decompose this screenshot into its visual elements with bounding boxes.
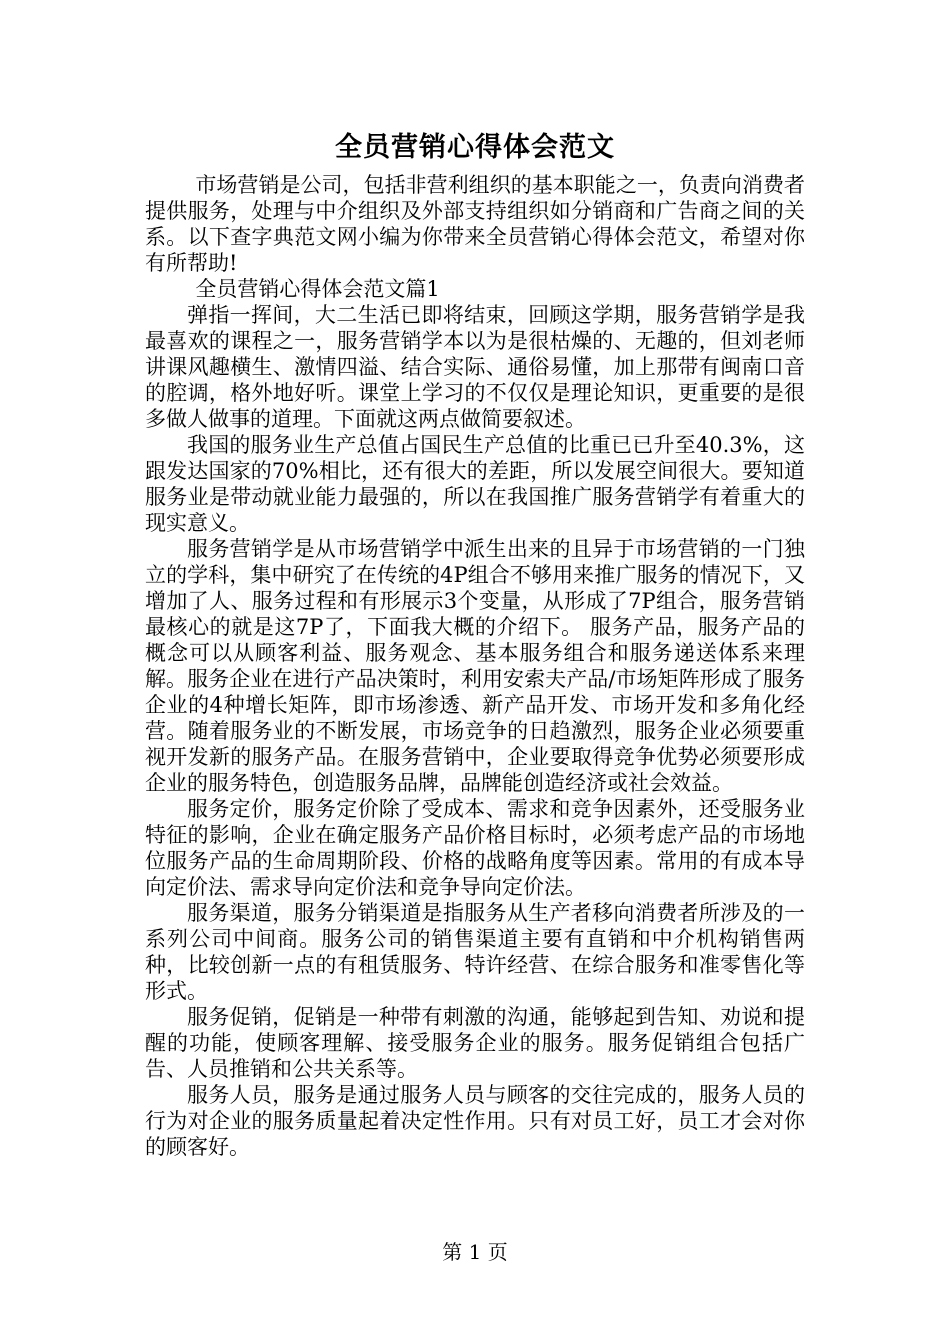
body-paragraph: 服务营销学是从市场营销学中派生出来的且异于市场营销的一门独立的学科，集中研究了在传统的4P组合不够用来推广服务的情况下，又增加了人、服务过程和有形展示3个变量，从形成了7P组合，服务营销最核心的就是这7P了，下面我大概的介绍下。 服务产品，服务产品的概念可以从顾客利益、服务观念、基本服务组合和服务递送体系来理解。服务企业在进行产品决策时，利用安索夫产品/市场矩阵形成了服务企业的4种增长矩阵，即市场渗透、新产品开发、市场开发和多角化经营。随着服务业的不断发展，市场竞争的日趋激烈，服务企业必须要重视开发新的服务产品。在服务营销中，企业要取得竞争优势必须要形成企业的服务特色，创造服务品牌，品牌能创造经济或社会效益。	[145, 537, 805, 795]
body-paragraph: 我国的服务业生产总值占国民生产总值的比重已已升至40.3%，这跟发达国家的70%相比，还有很大的差距，所以发展空间很大。要知道服务业是带动就业能力最强的，所以在我国推广服务营销学有着重大的现实意义。	[145, 433, 805, 535]
section-heading: 全员营销心得体会范文篇1	[195, 277, 440, 301]
intro-paragraph: 市场营销是公司，包括非营利组织的基本职能之一，负责向消费者提供服务，处理与中介组织及外部支持组织如分销商和广告商之间的关系。以下查字典范文网小编为你带来全员营销心得体会范文，希望对你有所帮助!	[145, 173, 805, 275]
body-paragraph: 服务渠道，服务分销渠道是指服务从生产者移向消费者所涉及的一系列公司中间商。服务公司的销售渠道主要有直销和中介机构销售两种，比较创新一点的有租赁服务、特许经营、在综合服务和准零售化等形式。	[145, 901, 805, 1003]
document-body	[145, 172, 805, 1160]
body-paragraph: 服务促销，促销是一种带有刺激的沟通，能够起到告知、劝说和提醒的功能，使顾客理解、接受服务企业的服务。服务促销组合包括广告、人员推销和公共关系等。	[145, 1005, 805, 1081]
body-paragraph: 弹指一挥间，大二生活已即将结束，回顾这学期，服务营销学是我最喜欢的课程之一，服务营销学本以为是很枯燥的、无趣的，但刘老师讲课风趣横生、激情四溢、结合实际、通俗易懂，加上那带有闽南口音的腔调，格外地好听。课堂上学习的不仅仅是理论知识，更重要的是很多做人做事的道理。下面就这两点做简要叙述。	[145, 303, 805, 431]
body-paragraph: 服务人员，服务是通过服务人员与顾客的交往完成的，服务人员的行为对企业的服务质量起着决定性作用。只有对员工好，员工才会对你的顾客好。	[145, 1083, 805, 1159]
page-number: 第 1 页	[442, 1240, 508, 1264]
document-title: 全员营销心得体会范文	[335, 132, 615, 163]
body-paragraph: 服务定价，服务定价除了受成本、需求和竞争因素外，还受服务业特征的影响，企业在确定服务产品价格目标时，必须考虑产品的市场地位服务产品的生命周期阶段、价格的战略角度等因素。常用的有成本导向定价法、需求导向定价法和竞争导向定价法。	[145, 797, 805, 899]
